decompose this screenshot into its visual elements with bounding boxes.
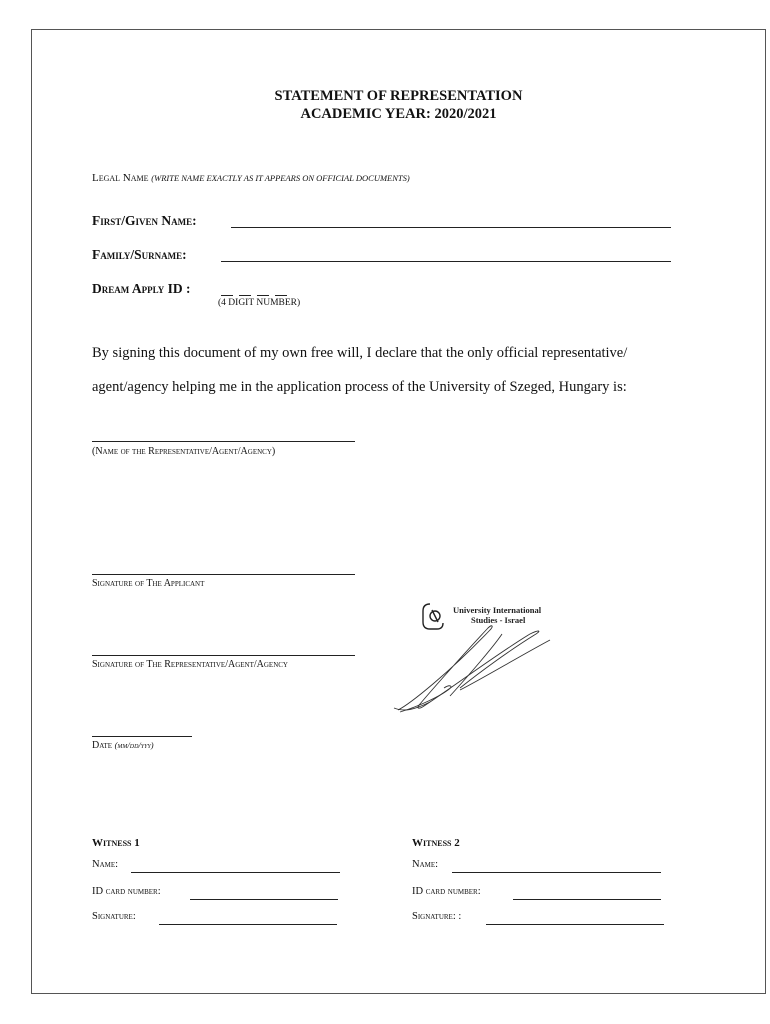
declaration-line-1: By signing this document of my own free will, I declare that the only official representative/ (92, 345, 628, 361)
family-surname-label: Family/Surname: (92, 247, 187, 262)
document-title: STATEMENT OF REPRESENTATION (274, 88, 523, 104)
dream-apply-id-label: Dream Apply ID : (92, 281, 191, 296)
representative-name-caption: (Name of the Representative/Agent/Agency) (92, 446, 276, 457)
dream-apply-id-hint: (4 DIGIT NUMBER) (218, 298, 301, 308)
legal-name-note: (WRITE NAME EXACTLY AS IT APPEARS ON OFFICIAL DOCUMENTS) (151, 173, 410, 183)
handwritten-signature-icon (394, 626, 550, 712)
dream-apply-id-digit-1[interactable] (221, 295, 233, 296)
first-given-name-label: First/Given Name: (92, 213, 197, 228)
first-given-name-field[interactable] (231, 227, 671, 228)
witness-2-id-label: ID card number: (412, 886, 481, 897)
representative-name-field[interactable] (92, 441, 355, 442)
witness-2-id-field[interactable] (513, 899, 661, 900)
date-caption (92, 740, 154, 751)
document-page (31, 29, 766, 994)
date-field[interactable] (92, 736, 192, 737)
applicant-signature-caption: Signature of The Applicant (92, 578, 205, 589)
date-format-hint: (mm/dd/yyy) (114, 740, 154, 750)
stamp-graphic (390, 600, 565, 720)
witness-1-id-label: ID card number: (92, 886, 161, 897)
date-label: Date (92, 740, 113, 751)
witness-1-id-field[interactable] (190, 899, 338, 900)
dream-apply-id-digit-3[interactable] (257, 295, 269, 296)
family-surname-field[interactable] (221, 261, 671, 262)
witness-2-signature-field[interactable] (486, 924, 664, 925)
representative-signature-field[interactable] (92, 655, 355, 656)
witness-2-signature-label: Signature: : (412, 911, 462, 922)
dream-apply-id-digit-4[interactable] (275, 295, 287, 296)
stamp-line-2: Studies - Israel (471, 615, 526, 625)
witness-2-name-label: Name: (412, 859, 439, 870)
witness-1-signature-field[interactable] (159, 924, 337, 925)
academic-year-title: ACADEMIC YEAR: 2020/2021 (300, 106, 497, 122)
stamp-logo-icon (423, 604, 443, 629)
witness-1-heading: Witness 1 (92, 837, 140, 849)
stamp-line-1: University International (453, 605, 542, 615)
legal-name-label: Legal Name (92, 172, 149, 184)
dream-apply-id-digit-2[interactable] (239, 295, 251, 296)
witness-1-signature-label: Signature: (92, 911, 136, 922)
witness-2-heading: Witness 2 (412, 837, 460, 849)
legal-name-heading (92, 172, 410, 184)
witness-1-name-label: Name: (92, 859, 119, 870)
applicant-signature-field[interactable] (92, 574, 355, 575)
representative-signature-caption: Signature of The Representative/Agent/Agency (92, 659, 288, 670)
agency-stamp (390, 600, 565, 725)
declaration-line-2: agent/agency helping me in the application process of the University of Szeged, Hungary is: (92, 379, 627, 395)
witness-1-name-field[interactable] (131, 872, 340, 873)
witness-2-name-field[interactable] (452, 872, 661, 873)
